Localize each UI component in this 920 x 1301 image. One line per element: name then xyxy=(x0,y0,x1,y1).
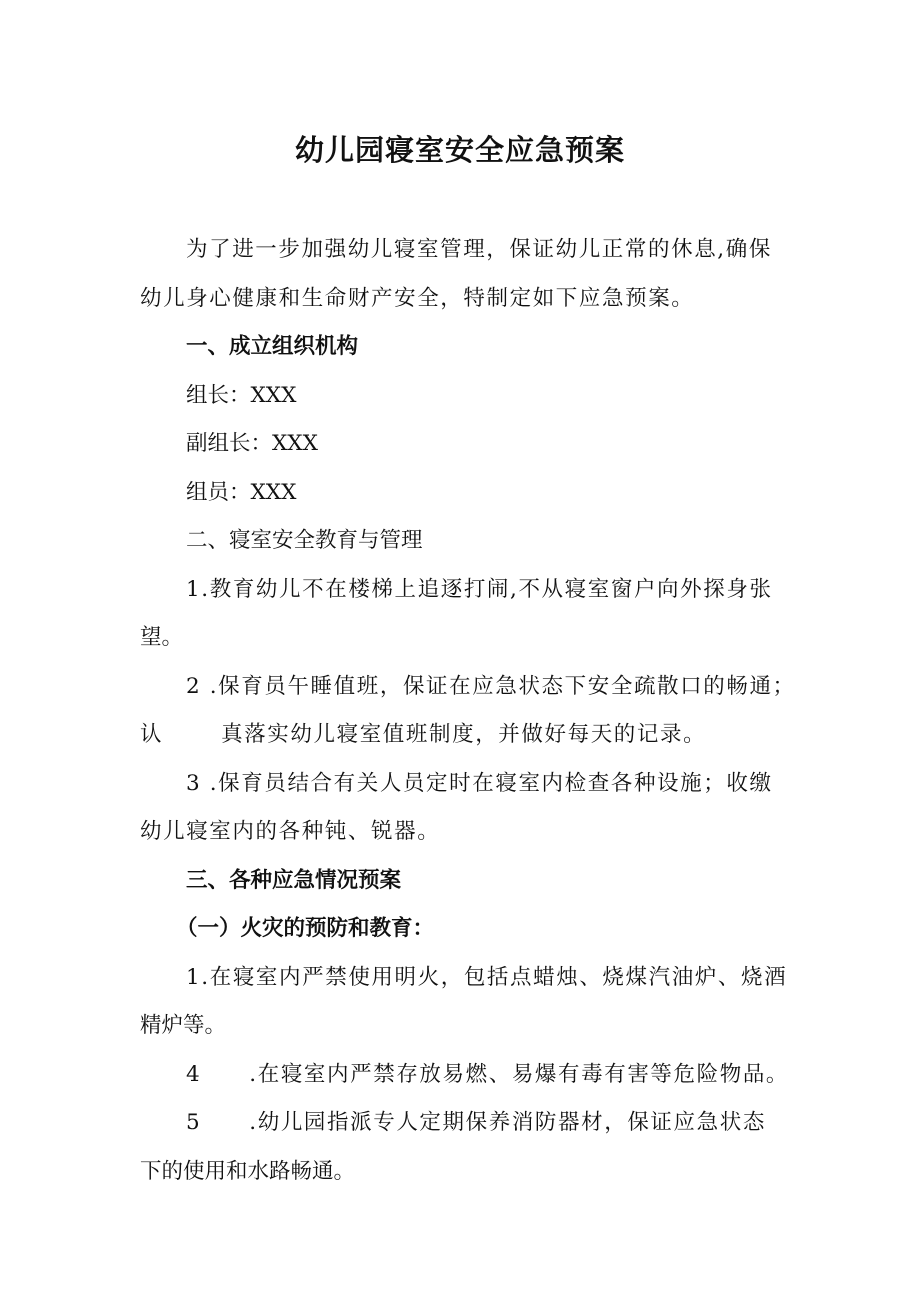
section-2-item-2-line-1: 2 .保育员午睡值班，保证在应急状态下安全疏散口的畅通； xyxy=(186,673,796,699)
section-2-item-3-line-1: 3 .保育员结合有关人员定时在寝室内检查各种设施；收缴 xyxy=(186,770,773,796)
section-3-item-4 xyxy=(140,1051,790,1100)
section-3-item-5-text: .幼儿园指派专人定期保养消防器材，保证应急状态 xyxy=(249,1110,766,1135)
section-2-item-3-line-2: 幼儿寝室内的各种钝、锐器。 xyxy=(140,819,441,844)
section-1-heading: 一、成立组织机构 xyxy=(186,334,359,359)
intro-line-1: 为了进一步加强幼儿寝室管理，保证幼儿正常的休息,确保 xyxy=(186,237,772,262)
deputy-leader-line: 副组长：XXX xyxy=(186,431,318,456)
section-3-item-5 xyxy=(140,1099,780,1148)
section-2-item-1-line-1: 1.教育幼儿不在楼梯上追逐打闹,不从寝室窗户向外探身张 xyxy=(186,576,773,602)
section-2-heading: 二、寝室安全教育与管理 xyxy=(186,528,423,553)
section-3-item-1-line-2: 精炉等。 xyxy=(140,1013,227,1038)
section-2-item-1-line-2: 望。 xyxy=(140,625,184,650)
leader-line: 组长：XXX xyxy=(186,382,297,408)
section-3-item-5-line-2: 下的使用和水路畅通。 xyxy=(140,1158,356,1184)
section-2-item-2-text: 真落实幼儿寝室值班制度，并做好每天的记录。 xyxy=(221,722,707,747)
section-3-item-1-line-1: 1.在寝室内严禁使用明火，包括点蜡烛、烧煤汽油炉、烧酒 xyxy=(186,964,788,990)
section-2-item-2-line-2 xyxy=(140,711,780,760)
section-3-heading: 三、各种应急情况预案 xyxy=(186,867,402,893)
section-3-item-4-number: 4 xyxy=(186,1061,202,1087)
page-title: 幼儿园寝室安全应急预案 xyxy=(294,133,625,167)
section-2-item-2-prefix: 认 xyxy=(140,722,164,747)
section-3-item-5-number: 5 xyxy=(186,1110,202,1135)
member-line: 组员：XXX xyxy=(186,479,297,505)
intro-line-2: 幼儿身心健康和生命财产安全，特制定如下应急预案。 xyxy=(140,285,695,311)
section-3-item-4-text: .在寝室内严禁存放易燃、易爆有毒有害等危险物品。 xyxy=(249,1061,790,1087)
section-3-sub-1-heading: （一）火灾的预防和教育： xyxy=(176,916,435,941)
